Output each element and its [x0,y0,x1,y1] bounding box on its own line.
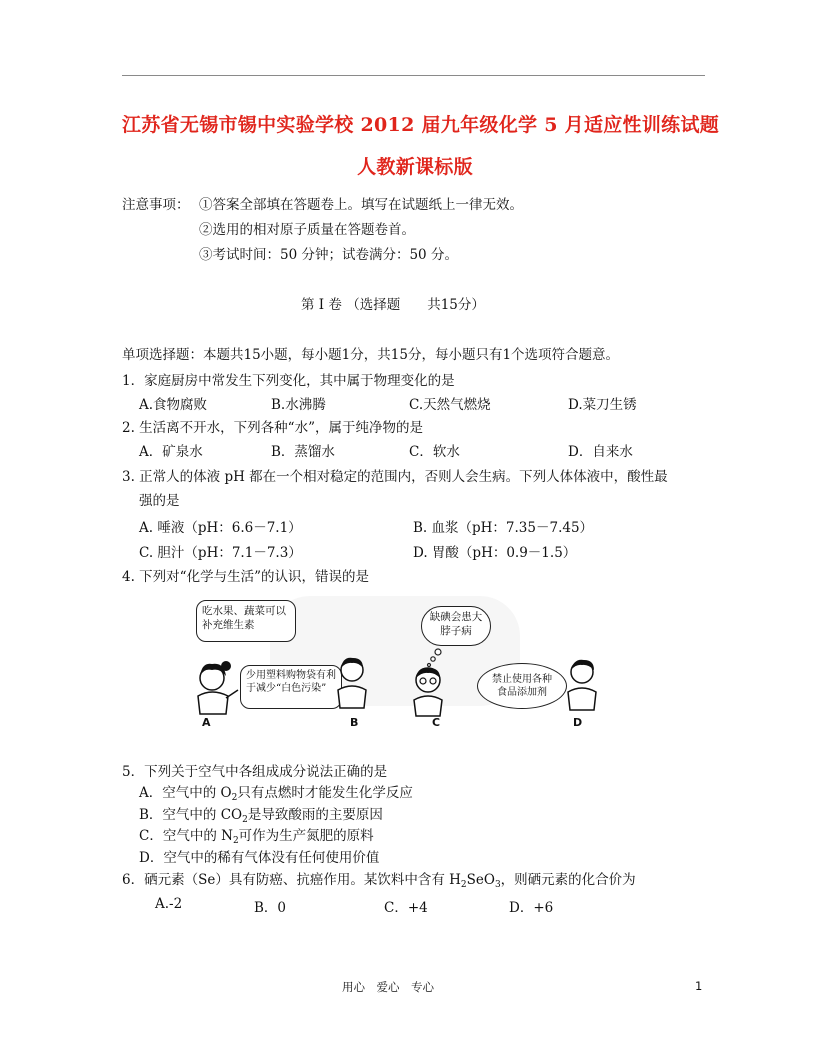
option-c [139,824,374,844]
option-c: C．软水 [409,444,460,460]
option-text: C．空气中的 N [139,828,233,844]
person-d-icon [568,660,596,710]
note-item: ①答案全部填在答题卷上。填写在试题纸上一律无效。 [199,197,523,213]
stem-text: SeO [466,872,495,888]
subscript: 2 [242,815,248,825]
option-c: C．+4 [384,900,428,916]
figure-label-c: C [432,716,441,729]
option-a: A.食物腐败 [139,397,208,413]
option-text: 是导致酸雨的主要原因 [247,807,383,823]
person-c-icon [414,668,442,716]
cartoon-figure [190,596,610,732]
option-b: B．蒸馏水 [271,444,335,460]
option-a: A. 唾液（pH：6.6－7.1） [139,520,302,536]
bubble-text-a: 吃水果、蔬菜可以补充维生素 [202,605,286,631]
option-b: B．0 [254,900,287,916]
question-stem [122,868,636,888]
option-text: 只有点燃时才能发生化学反应 [237,785,413,801]
option-text: 可作为生产氮肥的原料 [238,828,374,844]
question-stem: 2. 生活离不开水，下列各种“水”，属于纯净物的是 [122,420,423,436]
bubble-text-c: 缺碘会患大脖子病 [429,611,483,637]
person-a-icon [198,661,238,714]
cartoon-characters [190,596,610,732]
question-stem-line2: 强的是 [139,493,180,509]
subscript: 2 [460,880,467,890]
figure-label-d: D [573,716,583,729]
stem-text: ，则硒元素的化合价为 [500,872,636,888]
option-d: D．自来水 [568,444,633,460]
page-number: 1 [695,979,703,993]
option-d: D.菜刀生锈 [568,397,637,413]
option-b: B. 血浆（pH：7.35－7.45） [413,520,594,536]
subscript: 2 [231,793,238,803]
bubble-text-d: 禁止使用各种食品添加剂 [492,674,552,698]
option-c: C. 胆汁（pH：7.1－7.3） [139,545,302,561]
question-stem-line1: 3. 正常人的体液 pH 都在一个相对稳定的范围内，否则人会生病。下列人体体液中，酸性最 [122,469,668,485]
question-stem: 4. 下列对“化学与生活”的认识，错误的是 [122,569,369,585]
option-b: B.水沸腾 [271,397,326,413]
notes-label: 注意事项： [122,197,190,213]
option-a: A.-2 [155,896,183,912]
option-d: D. 胃酸（pH：0.9－1.5） [413,545,577,561]
instruction-text: 单项选择题：本题共15小题，每小题1分，共15分，每小题只有1个选项符合题意。 [122,347,620,363]
section-heading: 第 I 卷 （选择题 共15分） [301,297,485,313]
document-title-line1: 江苏省无锡市锡中实验学校 2012 届九年级化学 5 月适应性训练试题 [122,114,720,136]
figure-label-b: B [350,716,359,729]
subscript: 2 [232,836,239,846]
option-a [139,781,413,801]
option-text: B．空气中的 CO [139,807,243,823]
person-b-icon [338,658,366,708]
document-title-line2: 人教新课标版 [357,156,473,178]
option-text: D．空气中的稀有气体没有任何使用价值 [139,850,380,866]
note-item: ③考试时间：50 分钟；试卷满分：50 分。 [199,247,458,263]
option-b [139,803,383,823]
option-a: A．矿泉水 [139,444,203,460]
subscript: 3 [494,880,501,890]
bubble-text-b: 少用塑料购物袋有利于减少“白色污染” [246,670,336,694]
header-rule [122,75,705,76]
question-stem: 5．下列关于空气中各组成成分说法正确的是 [122,764,388,780]
question-stem: 1．家庭厨房中常发生下列变化，其中属于物理变化的是 [122,373,455,389]
option-text: A．空气中的 O [139,785,232,801]
option-d: D．+6 [509,900,554,916]
stem-text: 6．硒元素（Se）具有防癌、抗癌作用。某饮料中含有 H [122,872,461,888]
figure-label-a: A [202,716,211,729]
option-d [139,846,379,866]
footer-slogan: 用心 爱心 专心 [342,980,434,994]
note-item: ②选用的相对原子质量在答题卷首。 [199,222,415,238]
option-c: C.天然气燃烧 [409,397,491,413]
